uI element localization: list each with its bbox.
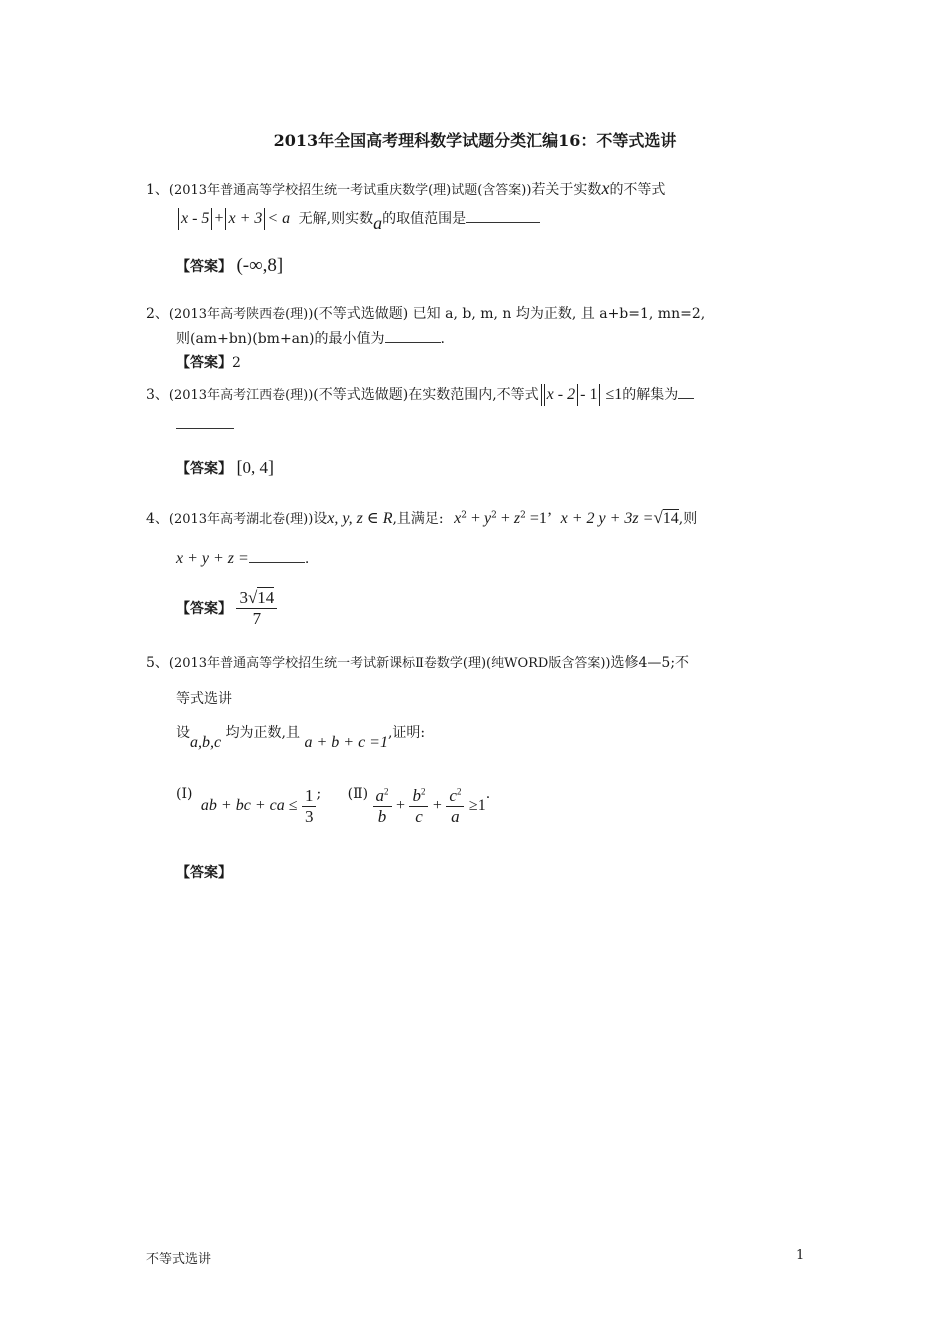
question-text: 若关于实数 <box>531 182 602 198</box>
question-5-parts <box>176 786 490 826</box>
question-source: (2013年高考湖北卷(理)) <box>168 512 314 527</box>
question-2-answer <box>176 352 241 372</box>
question-2-line-1 <box>146 303 705 323</box>
fraction-denominator: a <box>451 806 460 826</box>
abs-bar <box>264 208 265 230</box>
question-3-line-1 <box>146 384 694 406</box>
question-text: ,证明: <box>387 725 426 741</box>
question-3-answer: 【答案】 [0, 4] <box>176 457 274 477</box>
question-5-line-1 <box>146 652 689 672</box>
question-source: (2013年高考陕西卷(理)) <box>168 307 314 322</box>
math-op: + <box>432 797 442 815</box>
math-var-x: x <box>601 178 610 198</box>
abs-bar <box>577 384 578 406</box>
question-number: 5、 <box>146 655 169 671</box>
fraction-numerator: a <box>375 786 385 805</box>
answer-value: (-∞,8] <box>236 255 284 276</box>
question-5-line-3 <box>176 722 426 751</box>
math-expr: x + 2 y + 3z = <box>560 510 654 527</box>
fraction-denominator: 3 <box>304 806 314 826</box>
answer-value: 0, 4 <box>242 458 268 477</box>
page-title: 2013年全国高考理科数学试题分类汇编16：不等式选讲 <box>273 131 677 150</box>
math-exponent: 2 <box>520 510 526 521</box>
answer-label: 【答案】 <box>176 259 232 275</box>
math-var: y <box>483 510 492 527</box>
question-number: 1、 <box>146 182 169 198</box>
fraction-denominator: c <box>415 806 423 826</box>
answer-label: 【答案】 <box>176 865 232 881</box>
answer-blank <box>678 384 694 399</box>
question-text: ,且满足: <box>392 511 444 527</box>
question-source: (2013年普通高等学校招生统一考试新课标Ⅱ卷数学(理)(纯WORD版含答案)) <box>168 656 611 671</box>
math-expr: < a <box>267 210 291 227</box>
math-op: + <box>496 510 514 527</box>
answer-numerator: 3 <box>239 588 248 607</box>
fraction-numerator: 1 <box>302 786 317 807</box>
question-text: (不等式选做题)在实数范围内,不等式 <box>313 387 539 403</box>
question-4-line-1: 4、(2013年高考湖北卷(理))设x, y, z ∈ R,且满足: $x^2 + y^2 + z^2 =1$’ x + 2 y + 3z =√14,则 <box>146 508 698 527</box>
math-var-a: a <box>373 213 383 233</box>
question-text: 均为正数,且 <box>225 725 301 741</box>
part-1-label: (Ⅰ) <box>176 786 193 802</box>
math-var: z <box>513 510 521 527</box>
punctuation: . <box>485 786 491 802</box>
fraction-denominator: b <box>377 806 387 826</box>
question-5-line-2 <box>176 688 232 708</box>
math-radicand: 14 <box>662 510 679 527</box>
question-number: 2、 <box>146 306 169 322</box>
question-text: 则(am+bn)(bm+an)的最小值为 <box>176 331 385 347</box>
math-expr: x - 5 <box>181 210 210 227</box>
math-expr: a + b + c =1 <box>304 734 388 751</box>
part-2-fraction-3: $\frac{c^2}{a}$ <box>446 786 464 826</box>
question-text: 等式选讲 <box>176 691 232 707</box>
fraction-numerator: b <box>412 786 421 805</box>
math-op: + <box>395 797 406 815</box>
fraction-numerator: c <box>449 786 457 805</box>
answer-blank <box>249 548 305 563</box>
math-op: + <box>214 210 224 227</box>
question-source: (2013年高考江西卷(理)) <box>168 388 314 403</box>
question-text: 的解集为 <box>622 387 679 403</box>
math-expr: x - 2 <box>546 386 576 403</box>
question-source: (2013年普通高等学校招生统一考试重庆数学(理)试题(含答案)) <box>168 183 532 198</box>
question-text: 设 <box>176 725 190 741</box>
part-2-fraction-2: $\frac{b^2}{c}$ <box>409 786 428 826</box>
answer-fraction: $\frac{3√14}{7}$ <box>236 588 277 628</box>
part-2-label: (Ⅱ) <box>347 786 369 802</box>
abs-bar <box>544 384 545 406</box>
part-1-expr: ab + bc + ca ≤ <box>200 797 298 815</box>
part-2-fraction-1: $\frac{a^2}{b}$ <box>373 786 392 826</box>
math-expr: ≤1 <box>605 386 623 403</box>
answer-value: 2 <box>232 355 241 371</box>
abs-bar <box>178 208 179 230</box>
question-2-line-2 <box>176 328 445 348</box>
question-text: . <box>440 331 445 347</box>
math-expr: - 1 <box>580 386 598 403</box>
math-expr: x + y + z = <box>176 550 249 567</box>
answer-blank <box>466 208 540 223</box>
question-1-answer <box>176 255 283 277</box>
answer-radicand: 14 <box>257 588 275 607</box>
question-text: (不等式选做题) 已知 a, b, m, n 均为正数, 且 a+b=1, mn=2, <box>313 306 706 322</box>
math-expr: ≥1 <box>468 797 486 815</box>
question-1-line-1 <box>146 178 665 199</box>
question-text: 的取值范围是 <box>382 211 467 227</box>
question-number: 4、 <box>146 511 169 527</box>
footer-left: 不等式选讲 <box>146 1252 212 1267</box>
punctuation: ; <box>316 786 322 802</box>
answer-label: 【答案】 <box>176 601 232 618</box>
math-exponent: 2 <box>461 510 467 521</box>
question-text: 无解,则实数 <box>298 211 374 227</box>
abs-bar <box>225 208 226 230</box>
abs-bar <box>211 208 212 230</box>
part-1-fraction <box>302 786 317 826</box>
question-4-line-2 <box>176 548 309 568</box>
math-var: x <box>454 510 462 527</box>
question-text: 选修4—5;不 <box>610 655 690 671</box>
question-text: 的不等式 <box>609 182 666 198</box>
page-number: 1 <box>796 1248 805 1263</box>
math-exponent: 2 <box>491 510 497 521</box>
question-5-answer <box>176 862 232 882</box>
answer-blank-continued <box>176 428 234 429</box>
abs-bar <box>599 384 600 406</box>
question-number: 3、 <box>146 387 169 403</box>
question-text: . <box>304 551 310 567</box>
question-4-answer <box>176 588 277 628</box>
abs-bar <box>541 384 542 406</box>
answer-denominator: 7 <box>252 608 262 628</box>
math-expr: x + 3 <box>228 210 263 227</box>
answer-blank <box>385 328 441 343</box>
math-expr: =1’ <box>525 510 553 527</box>
question-text: 设 <box>313 511 328 527</box>
answer-label: 【答案】 <box>176 355 232 371</box>
answer-label: 【答案】 <box>176 461 232 477</box>
math-expr: x, y, z ∈ R <box>327 510 393 527</box>
math-op: + <box>466 510 484 527</box>
question-text: ,则 <box>678 511 698 527</box>
math-expr: a,b,c <box>190 734 222 751</box>
question-1-line-2 <box>176 207 540 233</box>
